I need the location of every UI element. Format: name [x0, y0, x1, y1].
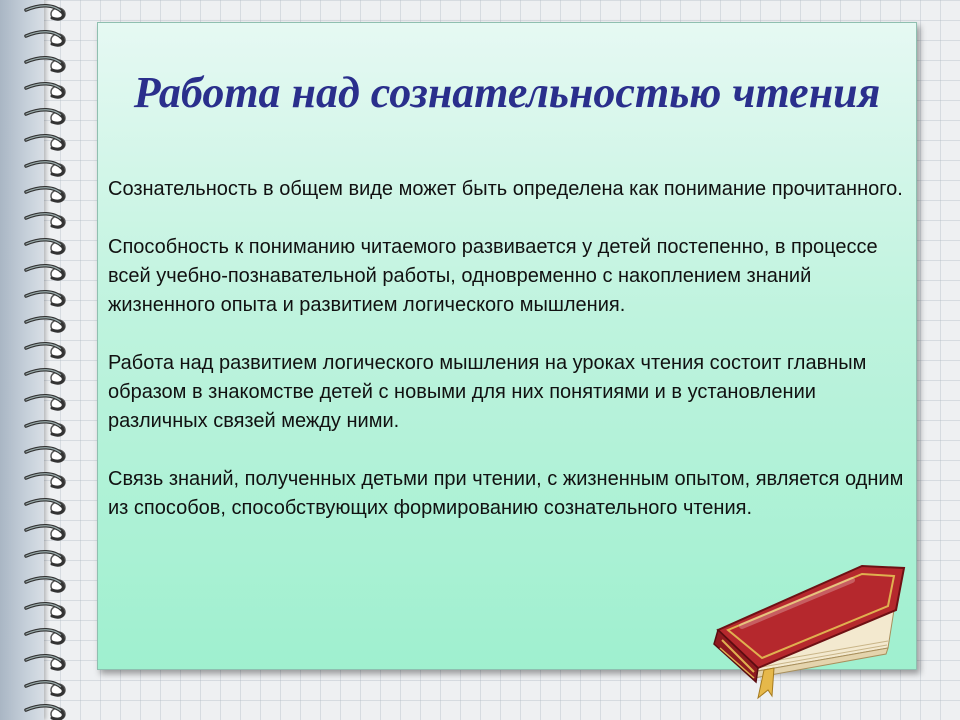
paragraph-1: Сознательность в общем виде может быть определена как понимание прочитанного. [108, 178, 903, 200]
paragraph-2: Способность к пониманию читаемого развивается у детей постепенно, в процессе всей учебно-познавательной работы, одновременно с накоплением знаний жизненного опыта и развитием логического мышления. [108, 236, 878, 316]
slide-title: Работа над сознательностью чтения [133, 68, 881, 117]
spiral-binding-icon [20, 0, 84, 720]
slide-body [108, 175, 908, 552]
paragraph-4: Связь знаний, полученных детьми при чтении, с жизненным опытом, является одним из способов, способствующих формированию сознательного чтения. [108, 468, 904, 519]
book-icon [712, 560, 912, 700]
paragraph-3: Работа над развитием логического мышления на уроках чтения состоит главным образом в знакомстве детей с новыми для них понятиями и в установлении различных связей между ними. [108, 352, 867, 432]
